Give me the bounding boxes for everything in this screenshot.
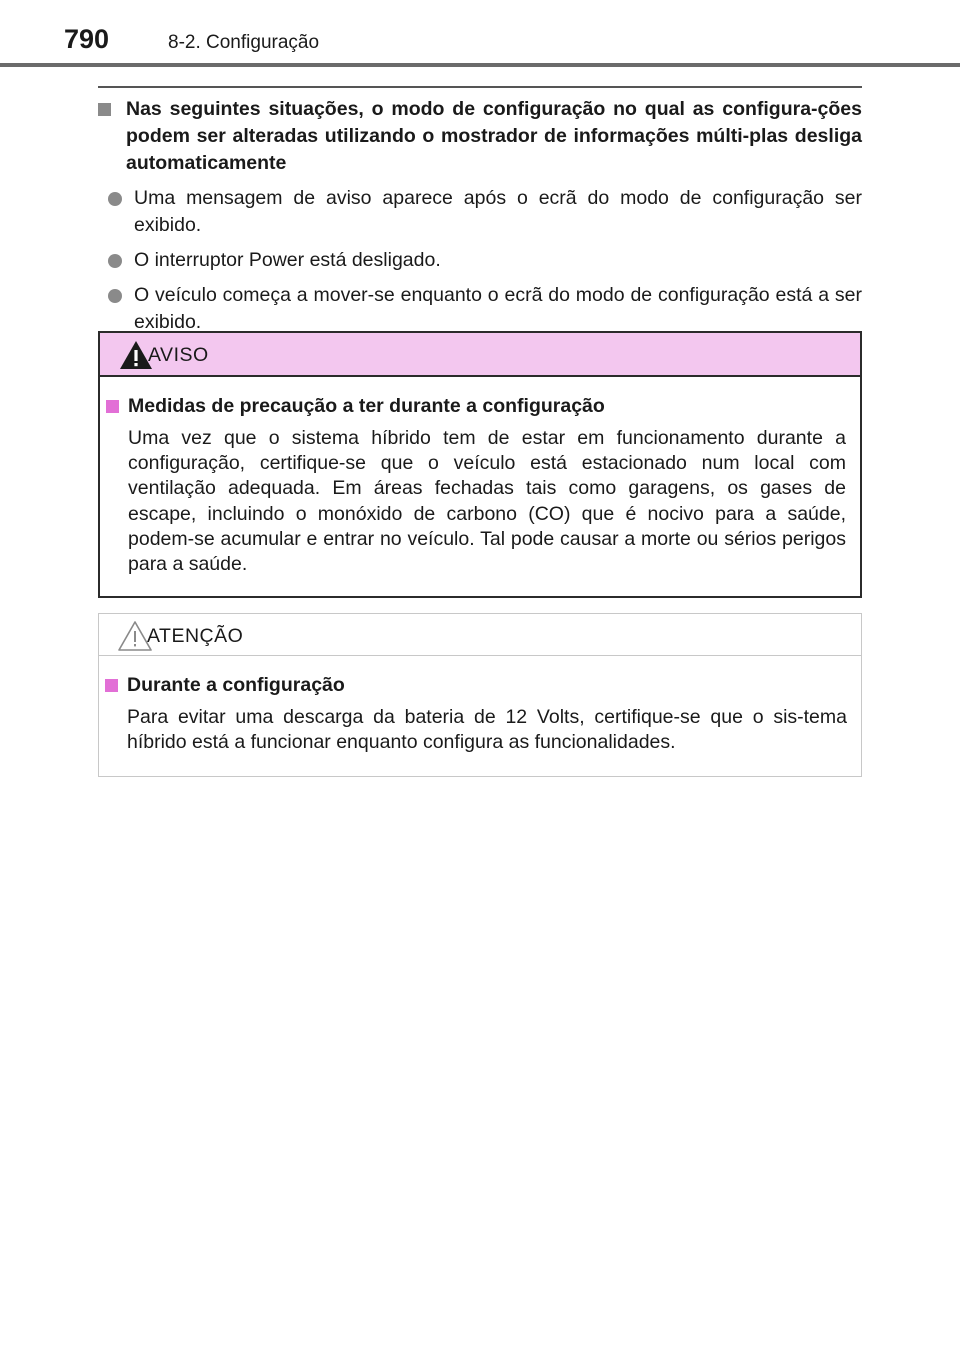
warning-label: AVISO (148, 344, 209, 366)
list-item-text: O interruptor Power está desligado. (134, 249, 441, 271)
section-heading (98, 96, 862, 177)
round-bullet-icon (108, 289, 122, 303)
section-divider (98, 86, 862, 88)
page-number: 790 (64, 24, 110, 54)
caution-heading-text: Durante a configuração (127, 674, 345, 696)
warning-heading (106, 393, 846, 420)
caution-heading (105, 672, 847, 699)
round-bullet-icon (108, 254, 122, 268)
list-item (98, 247, 862, 274)
caution-label: ATENÇÃO (147, 625, 244, 647)
warning-box-body (100, 377, 860, 577)
page-header (0, 0, 960, 68)
caution-text: Para evitar uma descarga da bateria de 12 Volts, certifique-se que o sis-tema híbrido está a funcionar enquanto configura as funcionalidades. (127, 706, 847, 754)
square-bullet-icon (105, 679, 118, 692)
list-item (98, 282, 862, 336)
list-item (98, 185, 862, 239)
warning-text: Uma vez que o sistema híbrido tem de estar em funcionamento durante a configuração, certifique-se que o veículo está estacionado num local com ventilação adequada. Em áreas fechadas tais como garagens, os gases de escape, incluindo o monóxido de carbono (CO) que é nocivo para a saúde, podem-se acumular e entrar no veículo. Tal pode causar a morte ou sérios perigos para a saúde. (128, 427, 846, 576)
list-item-text: O veículo começa a mover-se enquanto o ecrã do modo de configuração está a ser exibido. (134, 284, 862, 333)
square-bullet-icon (106, 400, 119, 413)
caution-box-header (99, 614, 861, 656)
header-rule (0, 63, 960, 67)
list-item-text: Uma mensagem de aviso aparece após o ecrã do modo de configuração ser exibido. (134, 187, 862, 236)
main-content (98, 86, 862, 336)
caution-box-body (99, 656, 861, 755)
round-bullet-icon (108, 192, 122, 206)
warning-box (98, 331, 862, 598)
caution-box (98, 613, 862, 777)
warning-box-header (100, 333, 860, 377)
section-title: 8-2. Configuração (168, 32, 320, 53)
square-bullet-icon (98, 103, 111, 116)
warning-heading-text: Medidas de precaução a ter durante a configuração (128, 395, 605, 417)
section-heading-text: Nas seguintes situações, o modo de configuração no qual as configura-ções podem ser alteradas utilizando o mostrador de informações múlti-plas desliga automaticamente (126, 98, 862, 174)
